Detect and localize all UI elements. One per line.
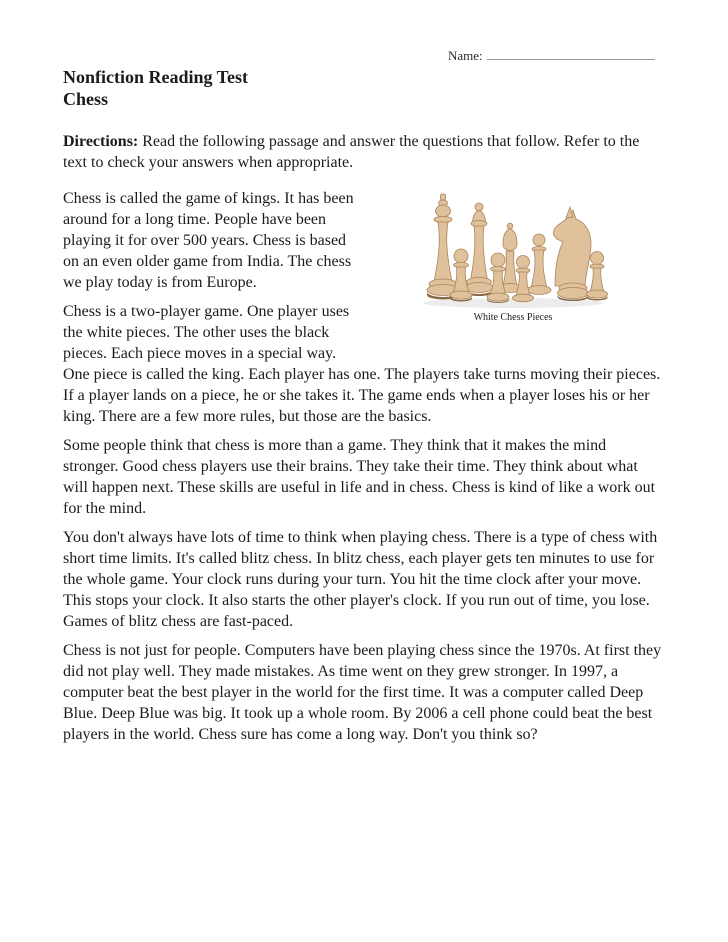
name-blank-line bbox=[487, 46, 655, 60]
figure-caption: White Chess Pieces bbox=[473, 312, 553, 323]
bishop-back-piece bbox=[527, 234, 551, 295]
passage-paragraph-2: Chess is a two-player game. One player uses the white pieces. The other uses the black pieces. Each piece moves in a special way. One piece is called the king. Each player has one. The players take turns moving their pieces. If a player lands on a piece, he or she takes it. The game ends when a player loses his or her king. There are a few more rules, but those are the basics. bbox=[63, 303, 661, 425]
page-title bbox=[63, 66, 663, 110]
passage bbox=[63, 188, 663, 745]
queen-piece bbox=[465, 203, 493, 296]
passage-paragraph-5: Chess is not just for people. Computers have been playing chess since the 1970s. At first they did not play well. They made mistakes. As time went on they grew stronger. In 1997, a computer beat the best player in the world for the first time. It was a computer called Deep Blue. Deep Blue was big. It took up a whole room. By 2006 a cell phone could beat the best players in the world. Chess sure has come a long way. Don't you think so? bbox=[63, 642, 662, 743]
passage-paragraph-1: Chess is called the game of kings. It has been around for a long time. People have been playing it for over 500 years. Chess is based on an even older game from India. The chess we play today is from Europe. bbox=[63, 190, 354, 291]
knight-piece bbox=[553, 207, 591, 301]
white-chess-pieces-photo bbox=[413, 192, 613, 310]
title-line-2: Chess bbox=[63, 89, 109, 109]
directions bbox=[63, 131, 663, 173]
directions-label: Directions: bbox=[63, 133, 139, 150]
passage-paragraph-3: Some people think that chess is more than a game. They think that it makes the mind stronger. Good chess players use their brains. They take their time. They think about what will happen next. These skills are useful in life and in chess. Chess is kind of like a work out for the mind. bbox=[63, 437, 656, 517]
name-row bbox=[448, 46, 655, 64]
pawn-piece bbox=[450, 249, 472, 302]
king-piece bbox=[427, 194, 459, 300]
figure bbox=[363, 188, 663, 356]
passage-paragraph-4: You don't always have lots of time to think when playing chess. There is a type of chess with short time limits. It's called blitz chess. In blitz chess, each player gets ten minutes to use for the whole game. Your clock runs during your turn. You hit the time clock after your move. This stops your clock. It also starts the other player's clock. If you run out of time, you lose. Games of blitz chess are fast-paced. bbox=[63, 529, 658, 630]
title-line-1: Nonfiction Reading Test bbox=[63, 67, 249, 87]
page-content bbox=[63, 66, 663, 753]
name-label: Name: bbox=[448, 48, 483, 63]
directions-text: Read the following passage and answer the questions that follow. Refer to the text to check your answers when appropriate. bbox=[63, 133, 640, 171]
